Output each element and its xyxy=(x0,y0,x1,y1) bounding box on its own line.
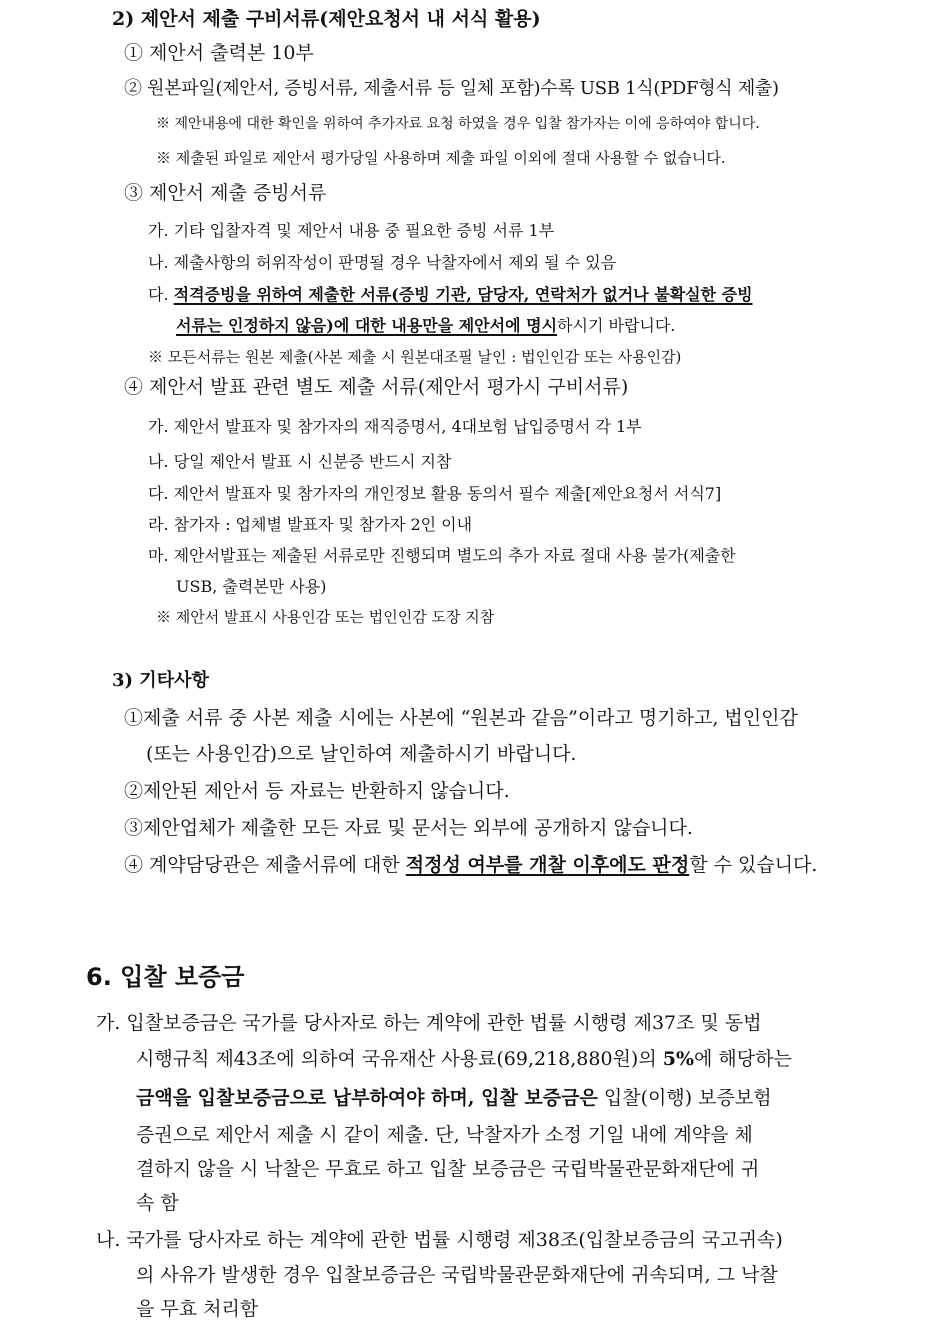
section-6-na-line-2: 의 사유가 발생한 경우 입찰보증금은 국립박물관문화재단에 귀속되며, 그 낙찰 xyxy=(136,1264,778,1286)
section-2-item-3-a: 가. 기타 입찰자격 및 제안서 내용 중 필요한 증빙 서류 1부 xyxy=(148,221,555,240)
section-2-item-2-note-1: ※ 제안내용에 대한 확인을 위하여 추가자료 요청 하였을 경우 입찰 참가자는 이에 응하여야 합니다. xyxy=(156,116,760,132)
section-2-item-1: ① 제안서 출력본 10부 xyxy=(124,42,314,64)
section-2-item-2-note-2: ※ 제출된 파일로 제안서 평가당일 사용하며 제출 파일 이외에 절대 사용할 수 없습니다. xyxy=(156,149,726,167)
section-6-ga-line-3 xyxy=(136,1087,772,1110)
section-3-item-1: ①제출 서류 중 사본 제출 시에는 사본에 “원본과 같음”이라고 명기하고, 법인인감 xyxy=(124,707,798,729)
section-2-item-4-e: 마. 제안서발표는 제출된 서류로만 진행되며 별도의 추가 자료 절대 사용 불가(제출한 xyxy=(148,546,736,565)
section-2-heading: 2) 제안서 제출 구비서류(제안요청서 내 서식 활용) xyxy=(112,8,541,30)
section-6-ga-line-1: 가. 입찰보증금은 국가를 당사자로 하는 계약에 관한 법률 시행령 제37조 및 동법 xyxy=(96,1012,762,1034)
section-2-item-4-b: 나. 당일 제안서 발표 시 신분증 반드시 지참 xyxy=(148,452,452,471)
item-4-prefix: ④ 계약담당관은 제출서류에 대한 xyxy=(124,854,406,876)
ga-line-3-emphasis: 금액을 입찰보증금으로 납부하여야 하며, 입찰 보증금은 xyxy=(136,1087,598,1109)
ga-line-2-percent: 5% xyxy=(662,1048,694,1070)
section-6-ga-line-4: 증권으로 제안서 제출 시 같이 제출. 단, 낙찰자가 소정 기일 내에 계약을 체 xyxy=(136,1124,753,1146)
item-3-c-emphasis-1: 적격증빙을 위하여 제출한 서류(증빙 기관, 담당자, 연락처가 없거나 불확실한 증빙 xyxy=(173,285,753,304)
section-2-item-4: ④ 제안서 발표 관련 별도 제출 서류(제안서 평가시 구비서류) xyxy=(124,376,629,398)
section-3-item-1-cont: (또는 사용인감)으로 날인하여 제출하시기 바랍니다. xyxy=(146,743,577,765)
section-2-item-4-e-cont: USB, 출력본만 사용) xyxy=(176,577,327,596)
section-6-heading: 6. 입찰 보증금 xyxy=(86,963,245,991)
ga-line-3-tail: 입찰(이행) 보증보험 xyxy=(597,1087,772,1109)
section-2-item-4-d: 라. 참가자 : 업체별 발표자 및 참가자 2인 이내 xyxy=(148,515,473,534)
item-4-tail: 할 수 있습니다. xyxy=(689,854,818,876)
section-3-item-4 xyxy=(124,854,817,877)
section-2-item-3-c-cont xyxy=(176,316,675,335)
item-4-emphasis: 적정성 여부를 개찰 이후에도 판정 xyxy=(405,854,690,876)
section-2-item-4-a: 가. 제안서 발표자 및 참가자의 재직증명서, 4대보험 납입증명서 각 1부 xyxy=(148,417,642,436)
ga-line-2-tail: 에 해당하는 xyxy=(694,1048,792,1070)
section-3-item-3: ③제안업체가 제출한 모든 자료 및 문서는 외부에 공개하지 않습니다. xyxy=(124,817,693,839)
section-2-item-4-note: ※ 제안서 발표시 사용인감 또는 법인인감 도장 지참 xyxy=(156,608,495,626)
section-2-item-3-c xyxy=(148,285,753,304)
section-3-item-2: ②제안된 제안서 등 자료는 반환하지 않습니다. xyxy=(124,780,510,802)
section-6-na-line-1: 나. 국가를 당사자로 하는 계약에 관한 법률 시행령 제38조(입찰보증금의 국고귀속) xyxy=(96,1229,783,1251)
section-6-ga-line-5: 결하지 않을 시 낙찰은 무효로 하고 입찰 보증금은 국립박물관문화재단에 귀 xyxy=(136,1158,760,1180)
section-3-heading: 3) 기타사항 xyxy=(112,670,209,691)
item-3-c-prefix: 다. xyxy=(148,285,174,304)
ga-line-2-pre: 시행규칙 제43조에 의하여 국유재산 사용료(69,218,880원)의 xyxy=(136,1048,663,1070)
section-2-item-3: ③ 제안서 제출 증빙서류 xyxy=(124,182,327,204)
section-2-item-3-b: 나. 제출사항의 허위작성이 판명될 경우 낙찰자에서 제외 될 수 있음 xyxy=(148,253,617,272)
section-6-ga-line-2 xyxy=(136,1048,792,1071)
section-6-na-line-3: 을 무효 처리함 xyxy=(136,1298,259,1320)
item-3-c-tail: 하시기 바랍니다. xyxy=(557,316,676,335)
section-6-ga-line-6: 속 함 xyxy=(136,1192,179,1214)
item-3-c-emphasis-2: 서류는 인정하지 않음)에 대한 내용만을 제안서에 명시 xyxy=(176,316,558,335)
section-2-item-2: ② 원본파일(제안서, 증빙서류, 제출서류 등 일체 포함)수록 USB 1식(PDF형식 제출) xyxy=(124,78,779,99)
section-2-item-3-note: ※ 모든서류는 원본 제출(사본 제출 시 원본대조필 날인 : 법인인감 또는 사용인감) xyxy=(148,348,682,366)
section-2-item-4-c: 다. 제안서 발표자 및 참가자의 개인정보 활용 동의서 필수 제출[제안요청서 서식7] xyxy=(148,484,722,503)
